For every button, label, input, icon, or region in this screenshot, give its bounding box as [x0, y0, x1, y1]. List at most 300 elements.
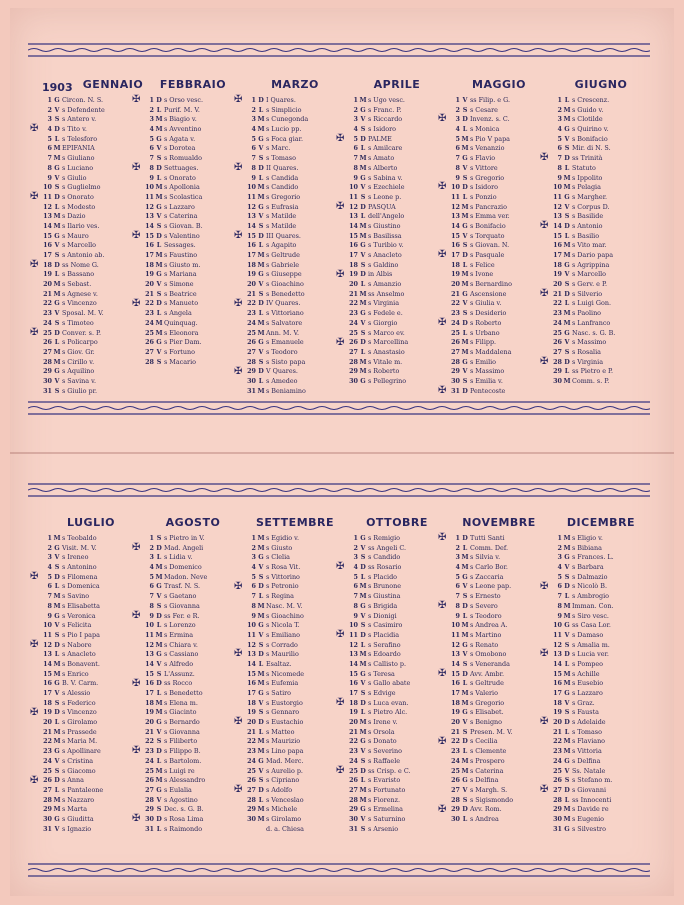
- saint-name: s Regina: [266, 592, 294, 601]
- saint-name: s Edoardo: [368, 650, 401, 659]
- day-number: 9: [47, 173, 52, 182]
- weekday-letter: M: [563, 376, 571, 385]
- day-number: 4: [251, 125, 256, 134]
- day-row: [142, 582, 244, 592]
- saint-name: s Valerio: [470, 689, 498, 697]
- day-row: [40, 251, 142, 261]
- day-number: 6: [47, 582, 52, 591]
- saint-name: s Rosa Lima: [164, 814, 204, 823]
- weekday-letter: D: [258, 163, 264, 172]
- day-number: 15: [553, 231, 562, 240]
- weekday-letter: S: [54, 318, 60, 327]
- weekday-letter: V: [258, 347, 264, 356]
- day-row: [40, 270, 142, 280]
- day-row: [448, 786, 550, 796]
- saint-name: s Ippolito: [572, 173, 603, 182]
- month-column: [336, 516, 448, 862]
- weekday-letter: M: [461, 270, 469, 279]
- weekday-letter: S: [156, 221, 162, 230]
- day-number: 14: [247, 221, 256, 230]
- weekday-letter: M: [257, 747, 265, 756]
- sunday-cross-icon: ✠: [132, 297, 141, 309]
- weekday-letter: M: [155, 640, 163, 649]
- day-number: 25: [553, 328, 562, 337]
- day-row: [244, 573, 346, 583]
- saint-name: s Arsenio: [368, 824, 399, 833]
- weekday-letter: L: [54, 785, 60, 794]
- weekday-letter: M: [563, 241, 571, 250]
- saint-name: s Filomena: [62, 572, 98, 581]
- day-row: [244, 563, 346, 573]
- weekday-letter: S: [564, 280, 570, 289]
- sunday-cross-icon: ✠: [234, 580, 243, 592]
- saint-name: Ascensione: [470, 289, 507, 298]
- day-row: [448, 338, 550, 348]
- saint-name: s Isidoro: [368, 125, 396, 134]
- month-name: LUGLIO: [66, 516, 116, 529]
- weekday-letter: V: [258, 630, 264, 639]
- day-row: [448, 280, 550, 290]
- day-number: 27: [145, 347, 154, 356]
- weekday-letter: L: [462, 125, 468, 134]
- saint-name: s Silvestro: [572, 824, 606, 833]
- day-number: 5: [47, 572, 52, 581]
- saint-name: s Ezechiele: [368, 183, 405, 192]
- sunday-cross-icon: ✠: [540, 648, 549, 660]
- day-number: 13: [451, 650, 460, 659]
- weekday-letter: D: [156, 96, 162, 104]
- day-list: [142, 96, 244, 367]
- month-name: APRILE: [373, 78, 421, 91]
- day-number: 18: [145, 698, 154, 707]
- saint-name: s Nabore: [62, 640, 92, 649]
- day-row: [550, 718, 652, 728]
- saint-name: s Telesforo: [62, 134, 98, 143]
- weekday-letter: M: [563, 251, 571, 259]
- day-number: 16: [145, 241, 154, 250]
- saint-name: s Rosa Vit.: [266, 563, 301, 572]
- weekday-letter: D: [360, 270, 366, 279]
- saint-name: s Caterina: [470, 766, 504, 775]
- day-number: 29: [451, 367, 460, 376]
- day-number: 30: [145, 814, 154, 823]
- weekday-letter: M: [359, 154, 367, 163]
- weekday-letter: M: [257, 601, 265, 610]
- saint-name: ss Innocenti: [572, 795, 612, 804]
- day-number: 7: [353, 154, 358, 163]
- day-row: [550, 592, 652, 602]
- day-row: [40, 553, 142, 563]
- day-row: [346, 815, 448, 825]
- weekday-letter: V: [360, 679, 366, 688]
- sunday-cross-icon: ✠: [438, 667, 447, 679]
- day-number: 19: [553, 270, 562, 279]
- day-number: 16: [247, 679, 256, 688]
- saint-name: s Vitale m.: [368, 357, 403, 366]
- day-number: 15: [349, 231, 358, 240]
- weekday-letter: M: [461, 202, 469, 211]
- day-row: [346, 718, 448, 728]
- day-number: 14: [553, 659, 562, 668]
- weekday-letter: M: [53, 357, 61, 366]
- day-number: 7: [149, 592, 154, 601]
- day-row: [40, 660, 142, 670]
- day-number: 15: [43, 669, 52, 678]
- day-number: 21: [349, 289, 358, 298]
- day-row: [142, 612, 244, 622]
- day-number: 7: [353, 592, 358, 601]
- day-row: [550, 144, 652, 154]
- day-row: [448, 708, 550, 718]
- day-list: [244, 534, 346, 834]
- day-row: [448, 796, 550, 806]
- day-number: 11: [451, 192, 460, 201]
- day-number: 22: [349, 299, 358, 308]
- saint-name: s Pietro in V.: [164, 534, 205, 542]
- weekday-letter: L: [156, 173, 162, 182]
- day-row: [142, 815, 244, 825]
- day-row: [550, 232, 652, 242]
- saint-name: s Lucio pp.: [266, 125, 302, 134]
- day-number: 12: [43, 202, 52, 211]
- saint-name: s Alessio: [62, 689, 91, 697]
- day-row: [346, 612, 448, 622]
- day-number: 1: [557, 534, 562, 542]
- day-row: [244, 757, 346, 767]
- day-row: [346, 650, 448, 660]
- weekday-letter: G: [156, 270, 162, 279]
- day-number: 22: [145, 737, 154, 746]
- weekday-letter: G: [564, 192, 570, 201]
- day-row: [550, 825, 652, 835]
- weekday-letter: D: [360, 698, 366, 707]
- day-row: [142, 193, 244, 203]
- day-number: 26: [349, 338, 358, 347]
- day-row: [448, 679, 550, 689]
- day-number: 21: [349, 727, 358, 736]
- saint-name: s Barbara: [572, 563, 604, 572]
- day-row: [40, 805, 142, 815]
- weekday-letter: S: [564, 572, 570, 581]
- weekday-letter: M: [563, 805, 571, 814]
- weekday-letter: D: [258, 582, 264, 591]
- day-number: 16: [553, 241, 562, 250]
- weekday-letter: G: [564, 328, 570, 337]
- saint-name: s Nicomede: [266, 669, 305, 678]
- day-row: [142, 144, 244, 154]
- day-number: 22: [145, 299, 154, 308]
- saint-name: s Lucia ver.: [572, 650, 609, 659]
- weekday-letter: G: [462, 154, 468, 163]
- weekday-letter: M: [53, 592, 61, 601]
- day-number: 16: [451, 679, 460, 688]
- weekday-letter: D: [54, 125, 60, 134]
- day-row: [346, 270, 448, 280]
- weekday-letter: D: [462, 805, 468, 814]
- day-number: 23: [247, 309, 256, 318]
- saint-name: s Cristina: [62, 756, 94, 765]
- day-number: 20: [247, 280, 256, 289]
- day-row: [448, 106, 550, 116]
- day-number: 14: [145, 221, 154, 230]
- weekday-letter: L: [156, 241, 162, 250]
- saint-name: s Satiro: [266, 689, 292, 697]
- day-row: [142, 309, 244, 319]
- day-row: [448, 776, 550, 786]
- weekday-letter: L: [156, 105, 162, 114]
- day-row: [346, 174, 448, 184]
- sunday-cross-icon: ✠: [30, 326, 39, 338]
- sunday-cross-icon: ✠: [30, 706, 39, 718]
- day-row: [142, 212, 244, 222]
- day-row: [550, 115, 652, 125]
- day-number: 8: [251, 601, 256, 610]
- saint-name: s Ugo vesc.: [368, 96, 405, 104]
- year-label: 1903: [42, 81, 73, 94]
- saint-name: s Eusebio: [572, 679, 604, 688]
- weekday-letter: D: [360, 563, 366, 572]
- saint-name: s Vincenzo: [62, 708, 97, 717]
- weekday-letter: L: [54, 582, 60, 591]
- saint-name: s Antero v.: [62, 115, 97, 124]
- day-row: [346, 222, 448, 232]
- weekday-letter: S: [156, 289, 162, 298]
- saint-name: s Filippo B.: [164, 747, 201, 756]
- saint-name: s Fedele e.: [368, 309, 403, 318]
- weekday-letter: S: [360, 621, 366, 630]
- saint-name: s Clelia: [266, 553, 290, 562]
- weekday-letter: D: [258, 785, 264, 794]
- saint-name: dell'Angelo: [368, 212, 405, 221]
- saint-name: s Virginia: [572, 357, 604, 366]
- saint-name: s Alfredo: [164, 659, 194, 668]
- day-row: [40, 299, 142, 309]
- saint-name: s Aquilino: [62, 367, 95, 376]
- day-number: 30: [553, 376, 562, 385]
- day-number: 27: [145, 785, 154, 794]
- day-row: [346, 319, 448, 329]
- saint-name: s Cesare: [470, 105, 498, 114]
- saint-name: s Chiara v.: [164, 640, 198, 649]
- weekday-letter: M: [53, 727, 61, 736]
- day-row: [448, 144, 550, 154]
- day-number: 8: [455, 163, 460, 172]
- day-number: 14: [451, 221, 460, 230]
- day-number: 21: [43, 289, 52, 298]
- weekday-letter: M: [53, 221, 61, 230]
- saint-name: s Policarpo: [62, 338, 98, 347]
- weekday-letter: M: [155, 260, 163, 269]
- day-row: [550, 650, 652, 660]
- weekday-letter: M: [257, 183, 265, 192]
- sunday-cross-icon: ✠: [132, 813, 141, 825]
- saint-name: ss Rosario: [368, 563, 402, 572]
- day-row: [244, 805, 346, 815]
- day-number: 11: [349, 630, 358, 639]
- weekday-letter: M: [257, 125, 265, 134]
- saint-name: s Candido: [266, 183, 299, 192]
- day-row: [448, 154, 550, 164]
- saint-name: Circon. N. S.: [62, 96, 104, 104]
- saint-name: s Amanzio: [368, 280, 402, 289]
- day-number: 9: [251, 611, 256, 620]
- saint-name: s Lanfranco: [572, 318, 611, 327]
- day-number: 8: [149, 163, 154, 172]
- weekday-letter: M: [461, 563, 469, 572]
- saint-name: s Giacinto: [164, 708, 197, 717]
- day-row: [40, 329, 142, 339]
- saint-name: s Teodoro: [470, 611, 502, 620]
- saint-name: s Dalmazio: [572, 572, 608, 581]
- day-number: 5: [455, 134, 460, 143]
- day-row: [550, 96, 652, 106]
- day-row: [346, 786, 448, 796]
- day-row: [448, 641, 550, 651]
- weekday-letter: D: [258, 650, 264, 659]
- day-row: [40, 203, 142, 213]
- day-row: [244, 358, 346, 368]
- day-row: [550, 358, 652, 368]
- weekday-letter: M: [563, 318, 571, 327]
- saint-name: s Egidio v.: [266, 534, 300, 542]
- day-number: 3: [557, 553, 562, 562]
- saint-name: Statuto: [572, 163, 596, 172]
- day-number: 29: [349, 367, 358, 376]
- weekday-letter: L: [564, 299, 570, 308]
- day-number: 18: [451, 698, 460, 707]
- month-name: AGOSTO: [165, 516, 221, 529]
- day-row: [142, 767, 244, 777]
- weekday-letter: V: [360, 543, 366, 552]
- day-row: [244, 183, 346, 193]
- sunday-cross-icon: ✠: [132, 229, 141, 241]
- saint-name: s Fortunato: [368, 785, 406, 794]
- day-row: [244, 261, 346, 271]
- weekday-letter: D: [156, 299, 162, 308]
- day-number: 5: [251, 572, 256, 581]
- saint-name: III Quares.: [266, 231, 301, 240]
- saint-name: s Fausta: [572, 708, 599, 717]
- day-number: 12: [43, 640, 52, 649]
- weekday-letter: D: [54, 328, 60, 337]
- day-number: 11: [451, 630, 460, 639]
- weekday-letter: [257, 825, 265, 835]
- weekday-letter: S: [564, 708, 570, 717]
- day-number: 4: [149, 563, 154, 572]
- saint-name: s Severino: [368, 747, 402, 756]
- saint-name: s Luigi Gon.: [572, 299, 611, 308]
- day-number: 17: [145, 689, 154, 697]
- sunday-cross-icon: ✠: [234, 365, 243, 377]
- weekday-letter: G: [360, 241, 366, 250]
- day-row: [40, 747, 142, 757]
- day-row: [244, 621, 346, 631]
- weekday-letter: S: [564, 144, 570, 153]
- day-number: 2: [455, 105, 460, 114]
- day-row: [40, 96, 142, 106]
- saint-name: s Bibiana: [572, 543, 602, 552]
- weekday-letter: V: [156, 795, 162, 804]
- sunday-cross-icon: ✠: [540, 355, 549, 367]
- day-row: [244, 106, 346, 116]
- weekday-letter: G: [258, 338, 264, 347]
- day-number: 28: [145, 795, 154, 804]
- day-row: [142, 280, 244, 290]
- day-number: 23: [451, 747, 460, 756]
- day-row: [40, 825, 142, 835]
- day-row: [550, 106, 652, 116]
- saint-name: s Gioachino: [266, 611, 304, 620]
- weekday-letter: M: [359, 727, 367, 736]
- weekday-letter: L: [156, 689, 162, 697]
- day-row: [550, 641, 652, 651]
- day-row: [448, 718, 550, 728]
- weekday-letter: M: [257, 814, 265, 823]
- day-row: [244, 338, 346, 348]
- day-number: 28: [349, 795, 358, 804]
- day-number: 19: [247, 708, 256, 717]
- weekday-letter: D: [156, 679, 162, 688]
- saint-name: s Gennaro: [266, 708, 300, 717]
- day-row: [40, 650, 142, 660]
- weekday-letter: V: [54, 824, 60, 833]
- weekday-letter: S: [564, 347, 570, 356]
- saint-name: s Eufrasia: [266, 202, 299, 211]
- day-row: [550, 290, 652, 300]
- day-row: [40, 641, 142, 651]
- day-number: 31: [43, 386, 52, 395]
- day-row: [244, 222, 346, 232]
- day-row: [346, 825, 448, 835]
- day-row: [346, 338, 448, 348]
- weekday-letter: V: [462, 785, 468, 794]
- saint-name: s Martino: [470, 630, 502, 639]
- weekday-letter: D: [462, 386, 468, 395]
- saint-name: s Marc.: [266, 144, 291, 153]
- day-row: [142, 621, 244, 631]
- month-column: [234, 516, 346, 862]
- day-number: 26: [247, 338, 256, 347]
- day-number: 19: [553, 708, 562, 717]
- day-number: 3: [557, 115, 562, 124]
- month-column: [132, 516, 244, 862]
- day-row: [346, 534, 448, 544]
- saint-name: s Silverio: [572, 289, 603, 298]
- day-row: [40, 796, 142, 806]
- day-row: [244, 251, 346, 261]
- weekday-letter: V: [360, 115, 366, 124]
- saint-name: ss Anselmo: [368, 289, 405, 298]
- saint-name: s Raffaele: [368, 756, 401, 765]
- day-number: 22: [247, 299, 256, 308]
- saint-name: s Massimo: [470, 367, 505, 376]
- saint-name: s Luca evan.: [368, 698, 409, 707]
- day-number: 29: [247, 367, 256, 376]
- saint-name: s Alberto: [368, 163, 398, 172]
- saint-name: Mir. di N. S.: [572, 144, 611, 153]
- day-number: 15: [451, 231, 460, 240]
- weekday-letter: M: [359, 163, 367, 172]
- day-row: [40, 174, 142, 184]
- weekday-letter: V: [54, 553, 60, 562]
- day-row: [346, 667, 448, 680]
- saint-name: s Urbano: [470, 328, 500, 337]
- day-number: 19: [43, 270, 52, 279]
- day-row: [244, 689, 346, 699]
- saint-name: s Basilio: [572, 231, 600, 240]
- day-row: [142, 203, 244, 213]
- saint-name: s Marta: [62, 805, 88, 814]
